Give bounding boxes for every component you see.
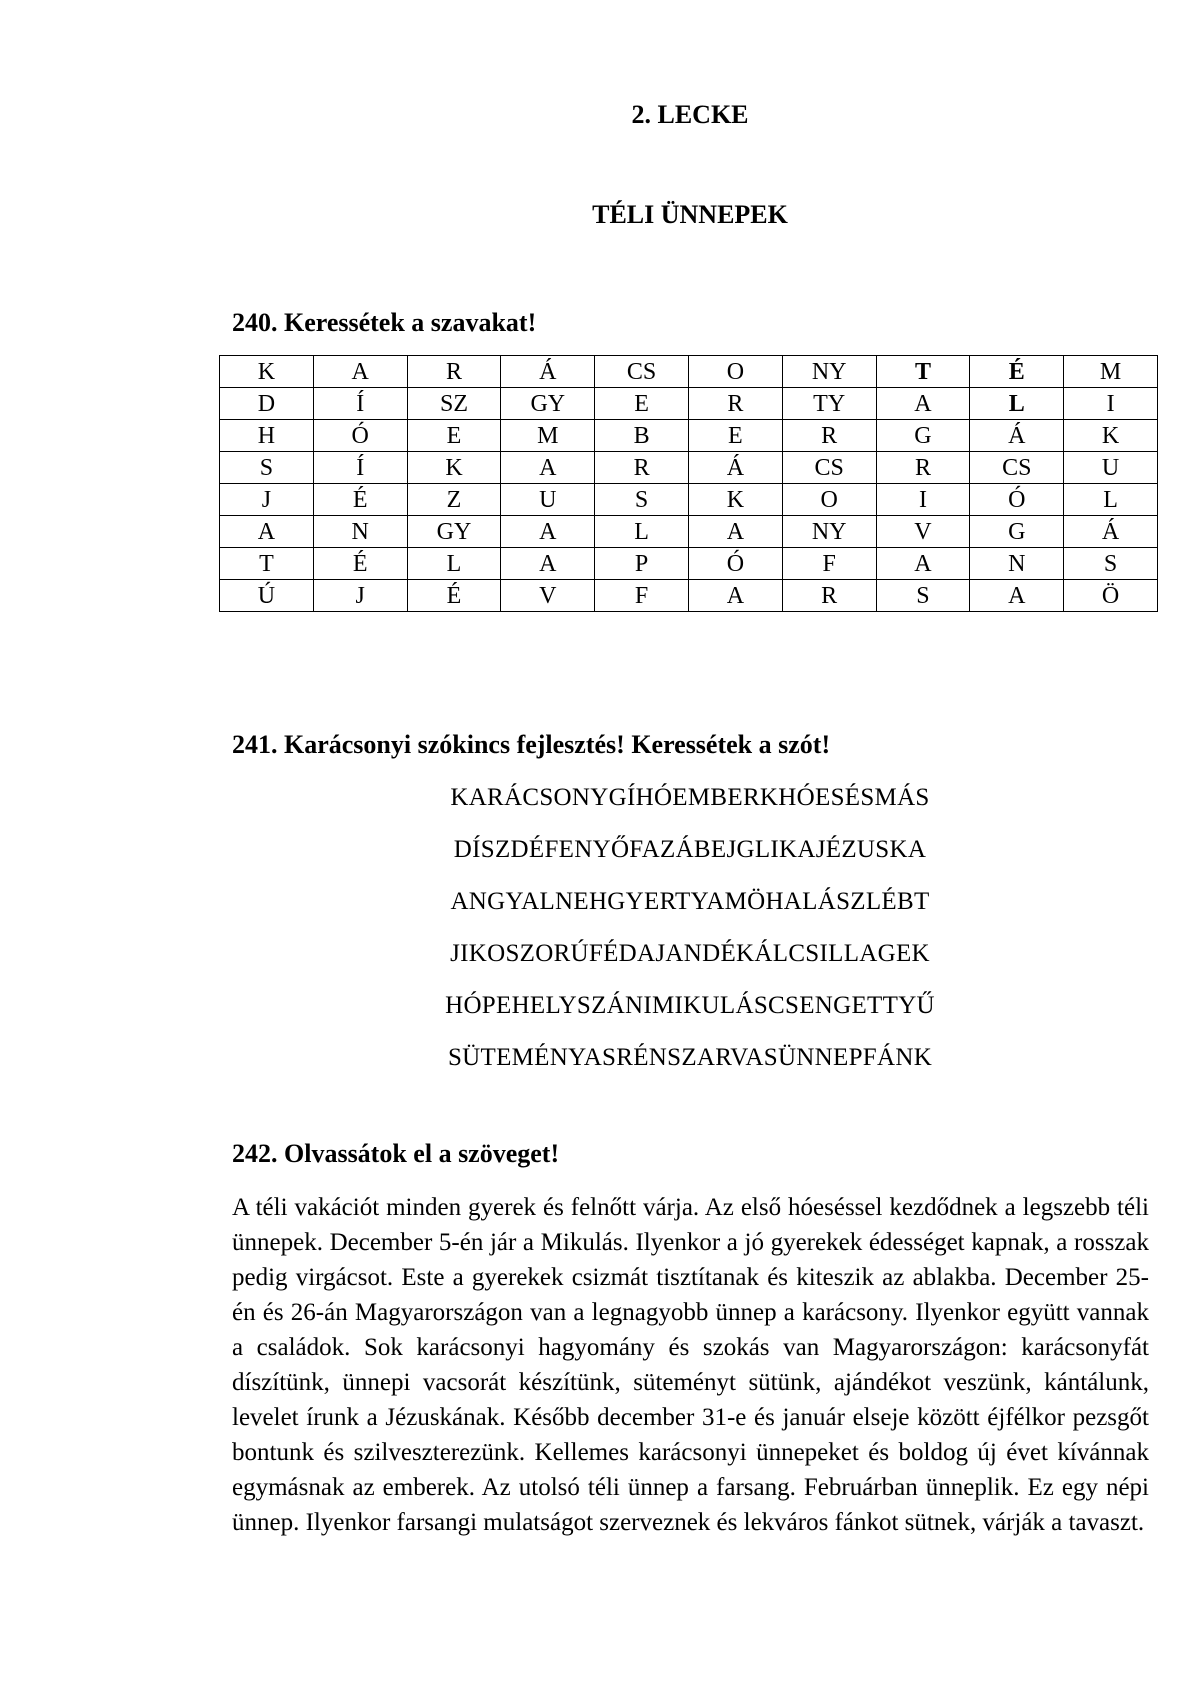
grid-cell: GY bbox=[407, 516, 501, 548]
exercise-240-title: 240. Keressétek a szavakat! bbox=[232, 308, 537, 337]
grid-cell: F bbox=[782, 548, 876, 580]
grid-cell: G bbox=[970, 516, 1064, 548]
grid-cell: A bbox=[688, 516, 782, 548]
grid-cell: NY bbox=[782, 356, 876, 388]
grid-cell: U bbox=[1064, 452, 1158, 484]
grid-row bbox=[220, 484, 1158, 516]
word-chain-line: HÓPEHELYSZÁNIMIKULÁSCSENGETTYŰ bbox=[445, 992, 935, 1019]
grid-cell: CS bbox=[595, 356, 689, 388]
grid-cell: G bbox=[876, 420, 970, 452]
grid-cell: E bbox=[595, 388, 689, 420]
grid-cell: L bbox=[407, 548, 501, 580]
grid-cell: J bbox=[313, 580, 407, 612]
grid-row bbox=[220, 420, 1158, 452]
grid-cell: S bbox=[595, 484, 689, 516]
grid-row bbox=[220, 548, 1158, 580]
grid-cell: Ö bbox=[1064, 580, 1158, 612]
grid-cell: M bbox=[1064, 356, 1158, 388]
grid-cell: T bbox=[220, 548, 314, 580]
grid-cell: A bbox=[501, 452, 595, 484]
grid-cell: SZ bbox=[407, 388, 501, 420]
grid-cell: R bbox=[688, 388, 782, 420]
grid-cell: A bbox=[220, 516, 314, 548]
reading-text: A téli vakációt minden gyerek és felnőtt várja. Az első hóeséssel kezdődnek a legszebb téli ünnepek. December 5-én jár a Mikulás. Ilyenkor a jó gyerekek édességet kapnak, a rosszak pedig virgácsot. Este a gyerekek csizmát tisztítanak és kiteszik az ablakba. December 25-én és 26-án Magyarországon van a legnagyobb ünnep a karácsony. Ilyenkor együtt vannak a családok. Sok karácsonyi hagyomány és szokás van Magyarországon: karácsonyfát díszítünk, ünnepi vacsorát készítünk, süteményt sütünk, ajándékot veszünk, kántálunk, levelet írunk a Jézuskának. Később december 31-e és január elseje között éjfélkor pezsgőt bontunk és szilveszterezünk. Kellemes karácsonyi ünnepeket és boldog új évet kívánnak egymásnak az emberek. Az utolsó téli ünnep a farsang. Februárban ünneplik. Ez egy népi ünnep. Ilyenkor farsangi mulatságot szerveznek és lekváros fánkot sütnek, várják a tavaszt. bbox=[232, 1194, 1149, 1536]
grid-cell: CS bbox=[782, 452, 876, 484]
grid-cell: R bbox=[407, 356, 501, 388]
word-chain-line: ANGYALNEHGYERTYAMÖHALÁSZLÉBT bbox=[450, 888, 930, 915]
grid-cell: Á bbox=[688, 452, 782, 484]
grid-cell: R bbox=[782, 580, 876, 612]
grid-cell: A bbox=[876, 388, 970, 420]
grid-cell: A bbox=[970, 580, 1064, 612]
grid-cell: É bbox=[407, 580, 501, 612]
grid-cell: Á bbox=[970, 420, 1064, 452]
grid-cell: TY bbox=[782, 388, 876, 420]
grid-cell: Í bbox=[313, 452, 407, 484]
grid-cell: R bbox=[876, 452, 970, 484]
grid-cell: O bbox=[688, 356, 782, 388]
grid-cell: CS bbox=[970, 452, 1064, 484]
grid-row bbox=[220, 452, 1158, 484]
grid-cell: I bbox=[1064, 388, 1158, 420]
word-chain-list bbox=[380, 782, 1000, 1094]
grid-cell: H bbox=[220, 420, 314, 452]
grid-cell: A bbox=[501, 516, 595, 548]
grid-cell: P bbox=[595, 548, 689, 580]
word-chain-line: DÍSZDÉFENYŐFAZÁBEJGLIKAJÉZUSKA bbox=[453, 836, 927, 863]
grid-cell: N bbox=[970, 548, 1064, 580]
word-chain-line: JIKOSZORÚFÉDAJANDÉKÁLCSILLAGEK bbox=[450, 940, 930, 967]
grid-cell: K bbox=[688, 484, 782, 516]
grid-cell: Ó bbox=[313, 420, 407, 452]
exercise-241-title: 241. Karácsonyi szókincs fejlesztés! Keressétek a szót! bbox=[232, 730, 831, 759]
grid-cell: NY bbox=[782, 516, 876, 548]
topic-title: TÉLI ÜNNEPEK bbox=[592, 200, 788, 229]
grid-cell: V bbox=[501, 580, 595, 612]
grid-cell: A bbox=[501, 548, 595, 580]
grid-cell: A bbox=[876, 548, 970, 580]
word-search-grid bbox=[219, 355, 1158, 612]
grid-cell: F bbox=[595, 580, 689, 612]
grid-cell: Ú bbox=[220, 580, 314, 612]
grid-cell: S bbox=[876, 580, 970, 612]
grid-row bbox=[220, 356, 1158, 388]
grid-cell: L bbox=[595, 516, 689, 548]
grid-cell: Á bbox=[1064, 516, 1158, 548]
grid-cell: Ó bbox=[688, 548, 782, 580]
grid-cell: V bbox=[876, 516, 970, 548]
grid-row bbox=[220, 580, 1158, 612]
grid-cell: J bbox=[220, 484, 314, 516]
grid-cell: É bbox=[313, 548, 407, 580]
grid-cell: E bbox=[407, 420, 501, 452]
grid-cell: O bbox=[782, 484, 876, 516]
grid-cell: S bbox=[220, 452, 314, 484]
grid-cell: GY bbox=[501, 388, 595, 420]
grid-cell: K bbox=[220, 356, 314, 388]
exercise-242-title: 242. Olvassátok el a szöveget! bbox=[232, 1139, 560, 1168]
grid-cell: A bbox=[313, 356, 407, 388]
word-chain-line: KARÁCSONYGÍHÓEMBERKHÓESÉSMÁS bbox=[450, 784, 930, 811]
grid-cell: K bbox=[1064, 420, 1158, 452]
grid-cell: R bbox=[782, 420, 876, 452]
grid-cell: I bbox=[876, 484, 970, 516]
grid-row bbox=[220, 516, 1158, 548]
grid-cell: M bbox=[501, 420, 595, 452]
grid-cell: D bbox=[220, 388, 314, 420]
grid-cell: U bbox=[501, 484, 595, 516]
lesson-title: 2. LECKE bbox=[631, 100, 749, 129]
grid-cell: Z bbox=[407, 484, 501, 516]
grid-row bbox=[220, 388, 1158, 420]
grid-cell: Í bbox=[313, 388, 407, 420]
grid-cell: Á bbox=[501, 356, 595, 388]
grid-cell: B bbox=[595, 420, 689, 452]
grid-cell: N bbox=[313, 516, 407, 548]
grid-cell: É bbox=[970, 356, 1064, 388]
grid-cell: K bbox=[407, 452, 501, 484]
grid-cell: L bbox=[1064, 484, 1158, 516]
grid-cell: L bbox=[970, 388, 1064, 420]
grid-cell: E bbox=[688, 420, 782, 452]
grid-cell: Ó bbox=[970, 484, 1064, 516]
word-chain-line: SÜTEMÉNYASRÉNSZARVASÜNNEPFÁNK bbox=[447, 1044, 933, 1071]
grid-cell: T bbox=[876, 356, 970, 388]
grid-cell: A bbox=[688, 580, 782, 612]
grid-cell: S bbox=[1064, 548, 1158, 580]
grid-cell: É bbox=[313, 484, 407, 516]
grid-cell: R bbox=[595, 452, 689, 484]
